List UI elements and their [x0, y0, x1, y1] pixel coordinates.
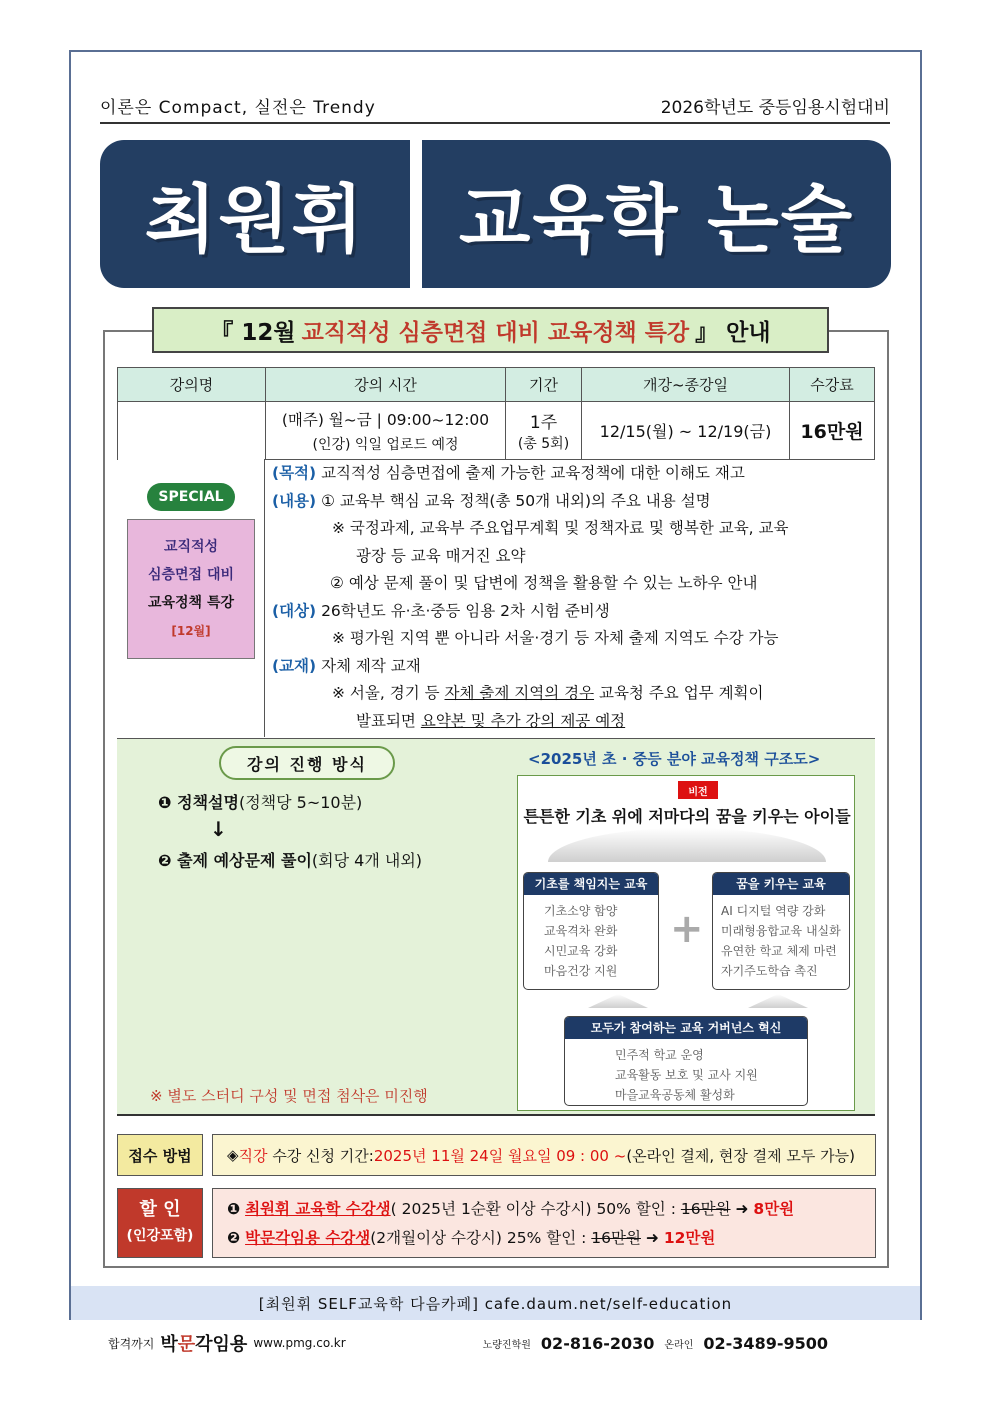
material-note-a	[272, 680, 872, 708]
period-sessions: (총 5회)	[517, 436, 570, 452]
vision-text: 튼튼한 기초 위에 저마다의 꿈을 키우는 아이들	[523, 807, 851, 826]
exam-title: 2026학년도 중등임용시험대비	[660, 97, 890, 118]
header-line	[100, 88, 890, 124]
reg-payment: (온라인 결제, 현장 결제 모두 가능)	[626, 1146, 855, 1165]
brand-c: 각	[195, 1334, 213, 1355]
list-item: 마음건강 지원	[544, 964, 618, 978]
list-item: 기초소양 함양	[544, 904, 618, 918]
policy-structure-diagram	[517, 775, 855, 1111]
target-row	[272, 598, 872, 626]
step1-rest: (정책당 5~10분)	[238, 793, 363, 812]
cell-time	[266, 402, 506, 460]
discount-label-sub: (인강포함)	[126, 1228, 194, 1244]
phone-number-1: 02-816-2030	[540, 1333, 655, 1353]
purpose-row	[272, 460, 872, 488]
instructor-name: 최원휘	[144, 177, 366, 263]
list-item: 마을교육공동체 활성화	[615, 1088, 735, 1102]
material-label: (교재)	[272, 656, 317, 675]
lecture-info-table	[117, 367, 875, 460]
dreams-box-title: 꿈을 키우는 교육	[713, 873, 849, 895]
d2-target: 박문각임용 수강생	[245, 1229, 371, 1247]
special-line4: [12월]	[171, 624, 211, 638]
list-item: 시민교육 강화	[544, 944, 618, 958]
discount-info	[212, 1188, 876, 1258]
d2-num: ❷	[227, 1229, 241, 1247]
special-line1: 교직적성	[163, 539, 219, 555]
brand-name	[160, 1330, 247, 1356]
banner-name-block	[100, 140, 410, 288]
list-item: 미래형융합교육 내실화	[721, 924, 841, 938]
progress-note: ※ 별도 스터디 구성 및 면접 첨삭은 미진행	[150, 1087, 428, 1105]
content-note-b: 광장 등 교육 매거진 요약	[356, 546, 526, 565]
period-weeks: 1주	[529, 413, 558, 433]
vision-tag: 비전	[678, 781, 718, 799]
arrow-icon: ➜	[645, 1229, 659, 1247]
lecture-details	[272, 460, 872, 735]
material-note-b2: 요약본 및 추가 강의 제공 예정	[420, 711, 626, 730]
reg-date: 2025년 11월 24일 월요일 09 : 00 ~	[373, 1146, 627, 1165]
material-text: 자체 제작 교재	[321, 656, 421, 675]
d1-old-price: 16만원	[680, 1200, 731, 1218]
brand-a: 박	[160, 1334, 178, 1355]
col-header-name: 강의명	[118, 368, 266, 402]
purpose-label: (목적)	[272, 464, 317, 482]
step1-bold: ❶ 정책설명	[158, 793, 239, 812]
list-item: 교육격차 완화	[544, 924, 618, 938]
brand-logo	[108, 1330, 346, 1356]
time-online: (인강) 익일 업로드 예정	[312, 436, 459, 453]
cafe-link[interactable]: [최원휘 SELF교육학 다음카페] cafe.daum.net/self-education	[71, 1286, 920, 1320]
target-text: 26학년도 유·초·중등 임용 2차 시험 준비생	[321, 601, 610, 620]
title-open: 『 12월	[210, 319, 296, 346]
material-note-a3: 교육청 주요 업무 계획이	[598, 684, 764, 702]
cell-dates: 12/15(월) ~ 12/19(금)	[582, 402, 790, 460]
vision-dome	[548, 828, 826, 862]
discount-label	[117, 1188, 203, 1258]
col-header-dates: 개강~종강일	[582, 368, 790, 402]
target-label: (대상)	[272, 601, 317, 620]
brand-b: 문	[177, 1334, 196, 1355]
d1-num: ❶	[227, 1200, 241, 1218]
dreams-list	[713, 895, 849, 981]
step-2	[158, 848, 422, 871]
footer	[108, 1326, 828, 1360]
d1-new-price: 8만원	[753, 1200, 795, 1218]
material-note-a1: ※ 서울, 경기 등	[332, 684, 440, 702]
d1-text: ( 2025년 1순환 이상 수강시) 50% 할인 :	[390, 1200, 676, 1218]
discount-row-1	[227, 1195, 875, 1224]
tagline: 합격까지	[108, 1336, 155, 1351]
list-item: 자기주도학습 촉진	[721, 964, 818, 978]
discount-label-main: 할 인	[139, 1199, 181, 1220]
list-item: 유연한 학교 체제 마련	[721, 944, 837, 958]
d1-target: 최원휘 교육학 수강생	[245, 1200, 391, 1218]
step2-rest: (회당 4개 내외)	[311, 851, 423, 870]
content-item-1: ① 교육부 핵심 교육 정책(총 50개 내외)의 주요 내용 설명	[321, 491, 711, 510]
content-row	[272, 488, 872, 516]
basics-list	[524, 895, 658, 981]
list-item: AI 디지털 역량 강화	[721, 904, 826, 918]
material-row	[272, 653, 872, 681]
lecture-title	[152, 307, 829, 353]
governance-list	[565, 1039, 807, 1105]
diamond-icon: ◈	[227, 1146, 239, 1164]
content-note-a: ※ 국정과제, 교육부 주요업무계획 및 정책자료 및 행복한 교육, 교육	[332, 519, 789, 537]
banner	[100, 140, 891, 288]
up-arrow-icon	[588, 994, 648, 1008]
progress-title: 강의 진행 방식	[219, 746, 395, 780]
brand-d: 임용	[212, 1334, 248, 1355]
reg-type: 직강	[238, 1146, 268, 1165]
content-label: (내용)	[272, 491, 317, 510]
target-note: ※ 평가원 지역 뿐 아니라 서울·경기 등 자체 출제 지역도 수강 가능	[332, 629, 779, 647]
special-badge: SPECIAL	[147, 483, 235, 511]
registration-info	[212, 1134, 876, 1176]
list-item: 교육활동 보호 및 교사 지원	[615, 1068, 758, 1082]
arrow-icon: ➜	[735, 1200, 749, 1218]
slogan: 이론은 Compact, 실전은 Trendy	[100, 97, 376, 118]
step-1	[158, 790, 362, 813]
material-note-a2: 자체 출제 지역의 경우	[444, 684, 595, 702]
phone-number-2: 02-3489-9500	[703, 1333, 828, 1353]
title-close: 』 안내	[695, 319, 771, 346]
governance-box	[564, 1016, 808, 1106]
cell-fee: 16만원	[790, 402, 875, 460]
phone-label-1: 노량진학원	[482, 1339, 531, 1351]
banner-subject-block	[422, 140, 891, 288]
cell-period	[506, 402, 582, 460]
registration-label: 접수 방법	[117, 1134, 203, 1176]
title-highlight: 교직적성 심층면접 대비 교육정책 특강	[301, 319, 690, 346]
basics-box	[523, 872, 659, 990]
basics-box-title: 기초를 책임지는 교육	[524, 873, 658, 895]
col-header-period: 기간	[506, 368, 582, 402]
reg-period-label: 수강 신청 기간:	[272, 1146, 374, 1165]
plus-icon: +	[670, 906, 704, 952]
special-column	[117, 459, 265, 737]
special-line3: 교육정책 특강	[147, 595, 235, 611]
contact-phones	[483, 1334, 828, 1353]
col-header-time: 강의 시간	[266, 368, 506, 402]
col-header-fee: 수강료	[790, 368, 875, 402]
material-note-b	[272, 708, 872, 736]
dreams-box	[712, 872, 850, 990]
up-arrow-icon	[748, 994, 808, 1008]
structure-title: <2025년 초 · 중등 분야 교육정책 구조도>	[528, 750, 821, 768]
discount-row-2	[227, 1224, 875, 1253]
site-url[interactable]: www.pmg.co.kr	[253, 1336, 346, 1350]
cell-name	[118, 402, 266, 460]
special-label-box	[127, 519, 255, 659]
step2-bold: ❷ 출제 예상문제 풀이	[158, 851, 312, 870]
content-item-2: ② 예상 문제 풀이 및 답변에 정책을 활용할 수 있는 노하우 안내	[330, 574, 758, 592]
material-note-b1: 발표되면	[356, 711, 416, 730]
down-arrow-icon: ↓	[210, 817, 227, 841]
d2-new-price: 12만원	[663, 1229, 716, 1247]
d2-text: (2개월이상 수강시) 25% 할인 :	[370, 1229, 587, 1247]
time-weekly: (매주) 월~금 | 09:00~12:00	[281, 410, 490, 429]
phone-label-2: 온라인	[664, 1339, 694, 1351]
subject-name: 교육학 논술	[458, 177, 855, 263]
purpose-text: 교직적성 심층면접에 출제 가능한 교육정책에 대한 이해도 재고	[321, 464, 745, 482]
special-line2: 심층면접 대비	[147, 567, 235, 583]
governance-box-title: 모두가 참여하는 교육 거버넌스 혁신	[565, 1017, 807, 1039]
list-item: 민주적 학교 운영	[615, 1048, 704, 1062]
d2-old-price: 16만원	[591, 1229, 641, 1247]
